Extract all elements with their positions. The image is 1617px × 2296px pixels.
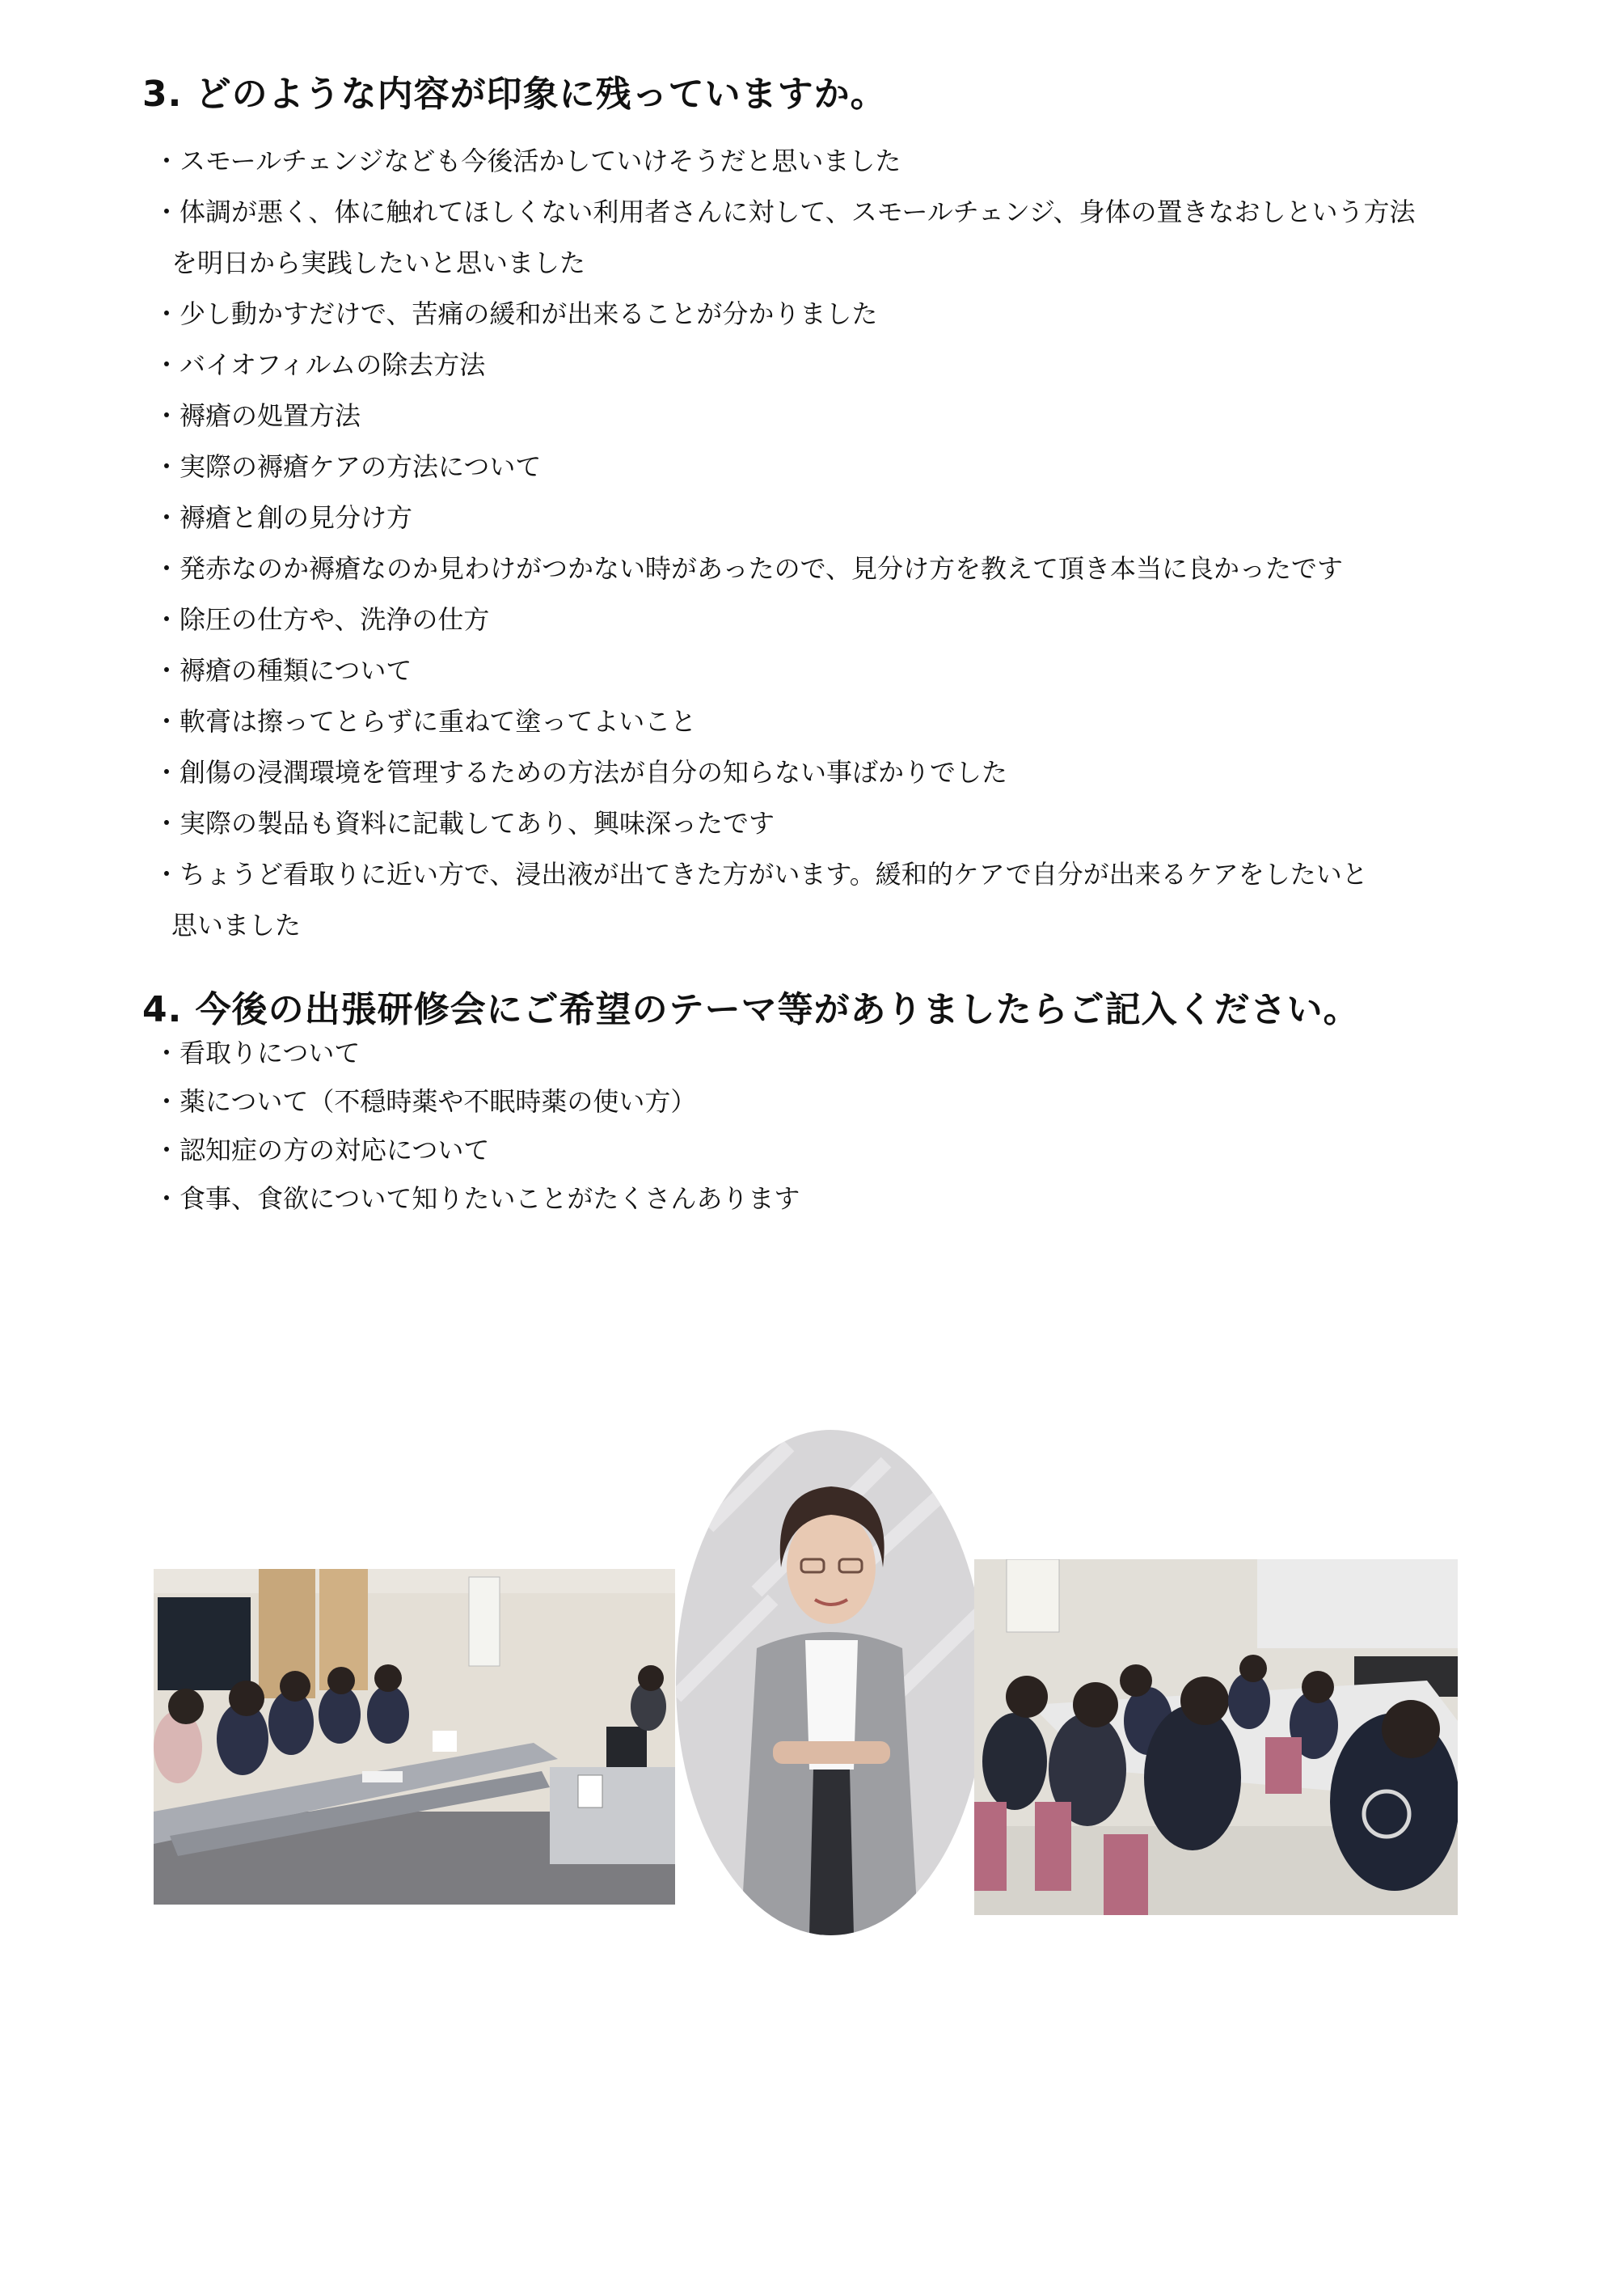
section3-answer-item: ・バイオフィルムの除去方法 bbox=[154, 349, 486, 380]
section3-answer-item: ・褥瘡と創の見分け方 bbox=[154, 502, 413, 533]
section3-answer-item: ・発赤なのか褥瘡なのか見わけがつかない時があったので、見分け方を教えて頂き本当に良かったです bbox=[154, 553, 1344, 584]
seminar-room-photo-right bbox=[974, 1559, 1458, 1915]
section3-answer-item: ・創傷の浸潤環境を管理するための方法が自分の知らない事ばかりでした bbox=[154, 757, 1008, 788]
section4-heading: 4. 今後の出張研修会にご希望のテーマ等がありましたらご記入ください。 bbox=[142, 989, 1360, 1030]
section4-answer-list bbox=[154, 1029, 800, 1223]
section4-answer-item: ・認知症の方の対応について bbox=[154, 1135, 490, 1165]
section3-answer-item: ・実際の褥瘡ケアの方法について bbox=[154, 451, 542, 482]
section3-answer-continuation: を明日から実践したいと思いました bbox=[171, 247, 586, 278]
section3-heading: 3. どのような内容が印象に残っていますか。 bbox=[142, 74, 887, 115]
section3-answer-item: ・少し動かすだけで、苦痛の緩和が出来ることが分かりました bbox=[154, 298, 878, 329]
section3-answer-list bbox=[154, 136, 1415, 951]
seminar-room-photo-left bbox=[154, 1569, 675, 1905]
section3-answer-item: ・除圧の仕方や、洗浄の仕方 bbox=[154, 604, 490, 635]
section3-answer-item: ・褥瘡の処置方法 bbox=[154, 400, 361, 431]
section4-answer-item: ・看取りについて bbox=[154, 1038, 361, 1068]
section3-answer-item: ・軟膏は擦ってとらずに重ねて塗ってよいこと bbox=[154, 706, 697, 737]
section3-answer-item: ・実際の製品も資料に記載してあり、興味深ったです bbox=[154, 808, 775, 839]
section3-answer-item: ・ちょうど看取りに近い方で、浸出液が出てきた方がいます。緩和的ケアで自分が出来るケアをしたいと bbox=[154, 859, 1368, 890]
lecturer-portrait-photo bbox=[676, 1430, 986, 1935]
section3-answer-continuation: 思いました bbox=[171, 910, 302, 941]
section3-answer-item: ・体調が悪く、体に触れてほしくない利用者さんに対して、スモールチェンジ、身体の置きなおしという方法 bbox=[154, 197, 1416, 227]
section3-answer-item: ・スモールチェンジなども今後活かしていけそうだと思いました bbox=[154, 146, 901, 176]
section4-answer-item: ・食事、食欲について知りたいことがたくさんあります bbox=[154, 1183, 800, 1214]
section3-answer-item: ・褥瘡の種類について bbox=[154, 655, 412, 686]
section4-answer-item: ・薬について（不穏時薬や不眠時薬の使い方） bbox=[154, 1086, 697, 1117]
